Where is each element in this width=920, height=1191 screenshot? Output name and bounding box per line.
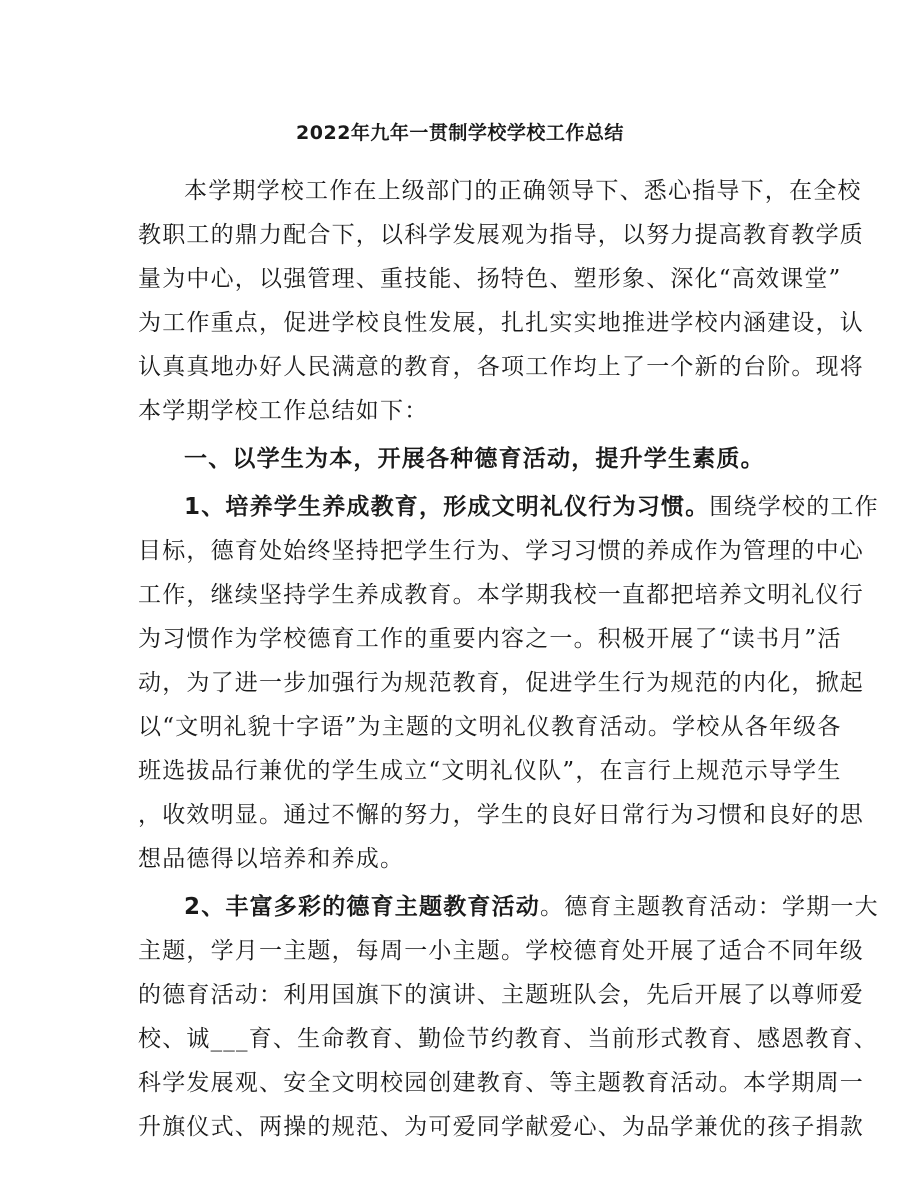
item2-line-4: 校、诚___育、生命教育、勤俭节约教育、当前形式教育、感恩教育、	[138, 1026, 878, 1052]
intro-line-2: 教职工的鼎力配合下，以科学发展观为指导，以努力提高教育教学质	[138, 222, 864, 248]
item1-line-3: 工作，继续坚持学生养成教育。本学期我校一直都把培养文明礼仪行	[138, 582, 864, 608]
item1-line-4: 为习惯作为学校德育工作的重要内容之一。积极开展了“读书月”活	[138, 626, 842, 652]
document-title: 2022年九年一贯制学校学校工作总结	[296, 122, 624, 144]
item2-line-5: 科学发展观、安全文明校园创建教育、等主题教育活动。本学期周一	[138, 1070, 864, 1096]
section-heading-1: 一、以学生为本，开展各种德育活动，提升学生素质。	[184, 446, 765, 472]
intro-line-3: 量为中心，以强管理、重技能、扬特色、塑形象、深化“高效课堂”	[138, 266, 842, 292]
item2-line-6: 升旗仪式、两操的规范、为可爱同学献爱心、为品学兼优的孩子捐款	[138, 1114, 864, 1140]
intro-line-5: 认真真地办好人民满意的教育，各项工作均上了一个新的台阶。现将	[138, 354, 864, 380]
item1-first-line-rest: 围绕学校的工作	[709, 494, 879, 520]
item2-first-line	[184, 888, 879, 921]
item1-first-line	[184, 488, 879, 521]
item1-line-2: 目标，德育处始终坚持把学生行为、学习习惯的养成作为管理的中心	[138, 538, 864, 564]
item2-line-3: 的德育活动：利用国旗下的演讲、主题班队会，先后开展了以尊师爱	[138, 982, 864, 1008]
item1-line-5: 动，为了进一步加强行为规范教育，促进学生行为规范的内化，掀起	[138, 670, 864, 696]
item1-line-8: ，收效明显。通过不懈的努力，学生的良好日常行为习惯和良好的思	[138, 802, 864, 828]
item2-first-line-rest: 。德育主题教育活动：学期一大	[540, 894, 879, 920]
intro-line-4: 为工作重点，促进学校良性发展，扎扎实实地推进学校内涵建设，认	[138, 310, 864, 336]
item1-line-7: 班选拔品行兼优的学生成立“文明礼仪队”，在言行上规范示导学生	[138, 758, 842, 784]
intro-line-1: 本学期学校工作在上级部门的正确领导下、悉心指导下，在全校	[184, 178, 862, 204]
intro-line-6: 本学期学校工作总结如下：	[138, 398, 429, 424]
item1-line-6: 以“文明礼貌十字语”为主题的文明礼仪教育活动。学校从各年级各	[138, 714, 842, 740]
item1-line-9: 想品德得以培养和养成。	[138, 846, 405, 872]
item2-line-2: 主题，学月一主题，每周一小主题。学校德育处开展了适合不同年级	[138, 938, 864, 964]
item1-bold-lead: 1、培养学生养成教育，形成文明礼仪行为习惯。	[184, 494, 710, 520]
item2-bold-lead: 2、丰富多彩的德育主题教育活动	[184, 894, 541, 920]
